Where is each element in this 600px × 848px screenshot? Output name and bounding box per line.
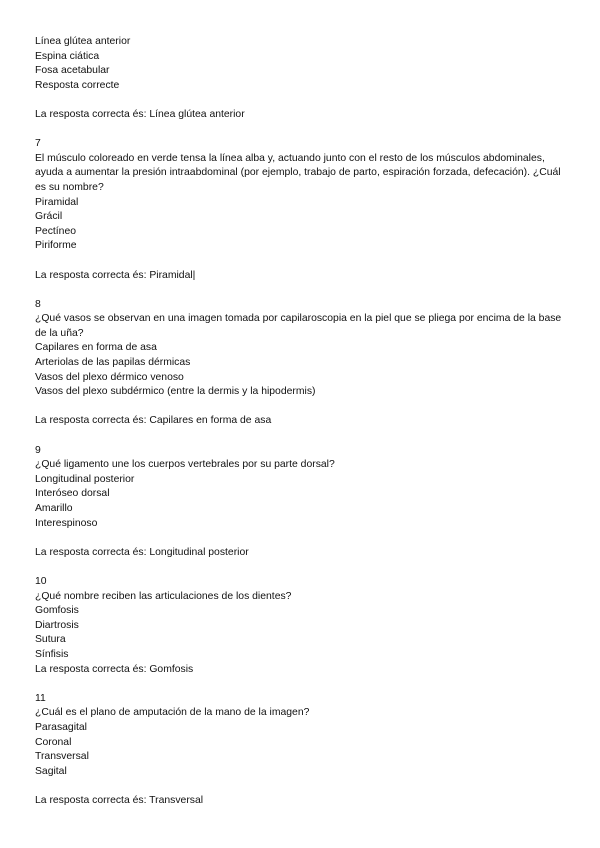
- option-line: Sínfisis: [35, 648, 69, 660]
- answer-line: La resposta correcta és: Capilares en forma de asa: [35, 415, 272, 427]
- question-text: ¿Qué ligamento une los cuerpos vertebrales por su parte dorsal?: [35, 459, 335, 471]
- option-line: Diartrosis: [35, 619, 79, 631]
- option-line: Gomfosis: [35, 605, 79, 617]
- option-line: Piriforme: [35, 240, 77, 252]
- option-line: Interespinoso: [35, 517, 98, 529]
- spacer: [35, 677, 567, 692]
- spacer: [35, 283, 567, 298]
- option-line: Línea glútea anterior: [35, 36, 131, 47]
- option-line: Coronal: [35, 736, 72, 748]
- spacer: [35, 93, 567, 108]
- spacer: [35, 560, 567, 575]
- option-line: Resposta correcte: [35, 79, 120, 91]
- option-line: Longitudinal posterior: [35, 473, 135, 485]
- document-content: [35, 35, 567, 808]
- spacer: [35, 400, 567, 415]
- question-block: [35, 298, 567, 444]
- spacer: [35, 123, 567, 138]
- answer-line: La resposta correcta és: Línea glútea anterior: [35, 108, 245, 120]
- option-line: Fosa acetabular: [35, 65, 110, 77]
- option-line: Piramidal: [35, 196, 79, 208]
- spacer: [35, 779, 567, 794]
- answer-line: La resposta correcta és: Longitudinal posterior: [35, 546, 249, 558]
- question-number: 8: [35, 298, 41, 310]
- question-text: El músculo coloreado en verde tensa la línea alba y, actuando junto con el resto de los músculos abdominales, ayuda a aumentar la presión intraabdominal (por ejemplo, trabajo de parto, espiración forzada, defecación). ¿Cuál es su nombre?: [35, 152, 564, 193]
- question-number: 7: [35, 138, 41, 150]
- question-text: ¿Cuál es el plano de amputación de la mano de la imagen?: [35, 707, 310, 719]
- option-line: Transversal: [35, 751, 89, 763]
- question-block: [35, 137, 567, 298]
- question-number: 9: [35, 444, 41, 456]
- answer-line: La resposta correcta és: Gomfosis: [35, 663, 194, 675]
- question-text: ¿Qué vasos se observan en una imagen tomada por capilaroscopia en la piel que se pliega por encima de la base de la uña?: [35, 313, 565, 339]
- option-line: Vasos del plexo dérmico venoso: [35, 371, 184, 383]
- option-line: Amarillo: [35, 503, 73, 514]
- option-line: Pectíneo: [35, 225, 77, 237]
- option-line: Espina ciática: [35, 50, 100, 62]
- spacer: [35, 254, 567, 269]
- question-number: 11: [35, 692, 46, 704]
- option-line: Capilares en forma de asa: [35, 342, 157, 354]
- option-line: Parasagital: [35, 721, 87, 733]
- question-block: [35, 692, 567, 809]
- spacer: [35, 531, 567, 546]
- question-text: ¿Qué nombre reciben las articulaciones de los dientes?: [35, 590, 292, 602]
- option-line: Arteriolas de las papilas dérmicas: [35, 357, 191, 369]
- question-block: [35, 575, 567, 692]
- spacer: [35, 429, 567, 444]
- option-line: Vasos del plexo subdérmico (entre la dermis y la hipodermis): [35, 386, 316, 398]
- question-number: 10: [35, 575, 47, 587]
- option-line: Interóseo dorsal: [35, 488, 110, 500]
- answer-line: La resposta correcta és: Piramidal|: [35, 269, 196, 281]
- option-line: Grácil: [35, 211, 63, 223]
- intro-block: [35, 35, 567, 137]
- question-block: [35, 444, 567, 575]
- option-line: Sutura: [35, 634, 66, 646]
- answer-line: La resposta correcta és: Transversal: [35, 794, 204, 806]
- option-line: Sagital: [35, 765, 67, 777]
